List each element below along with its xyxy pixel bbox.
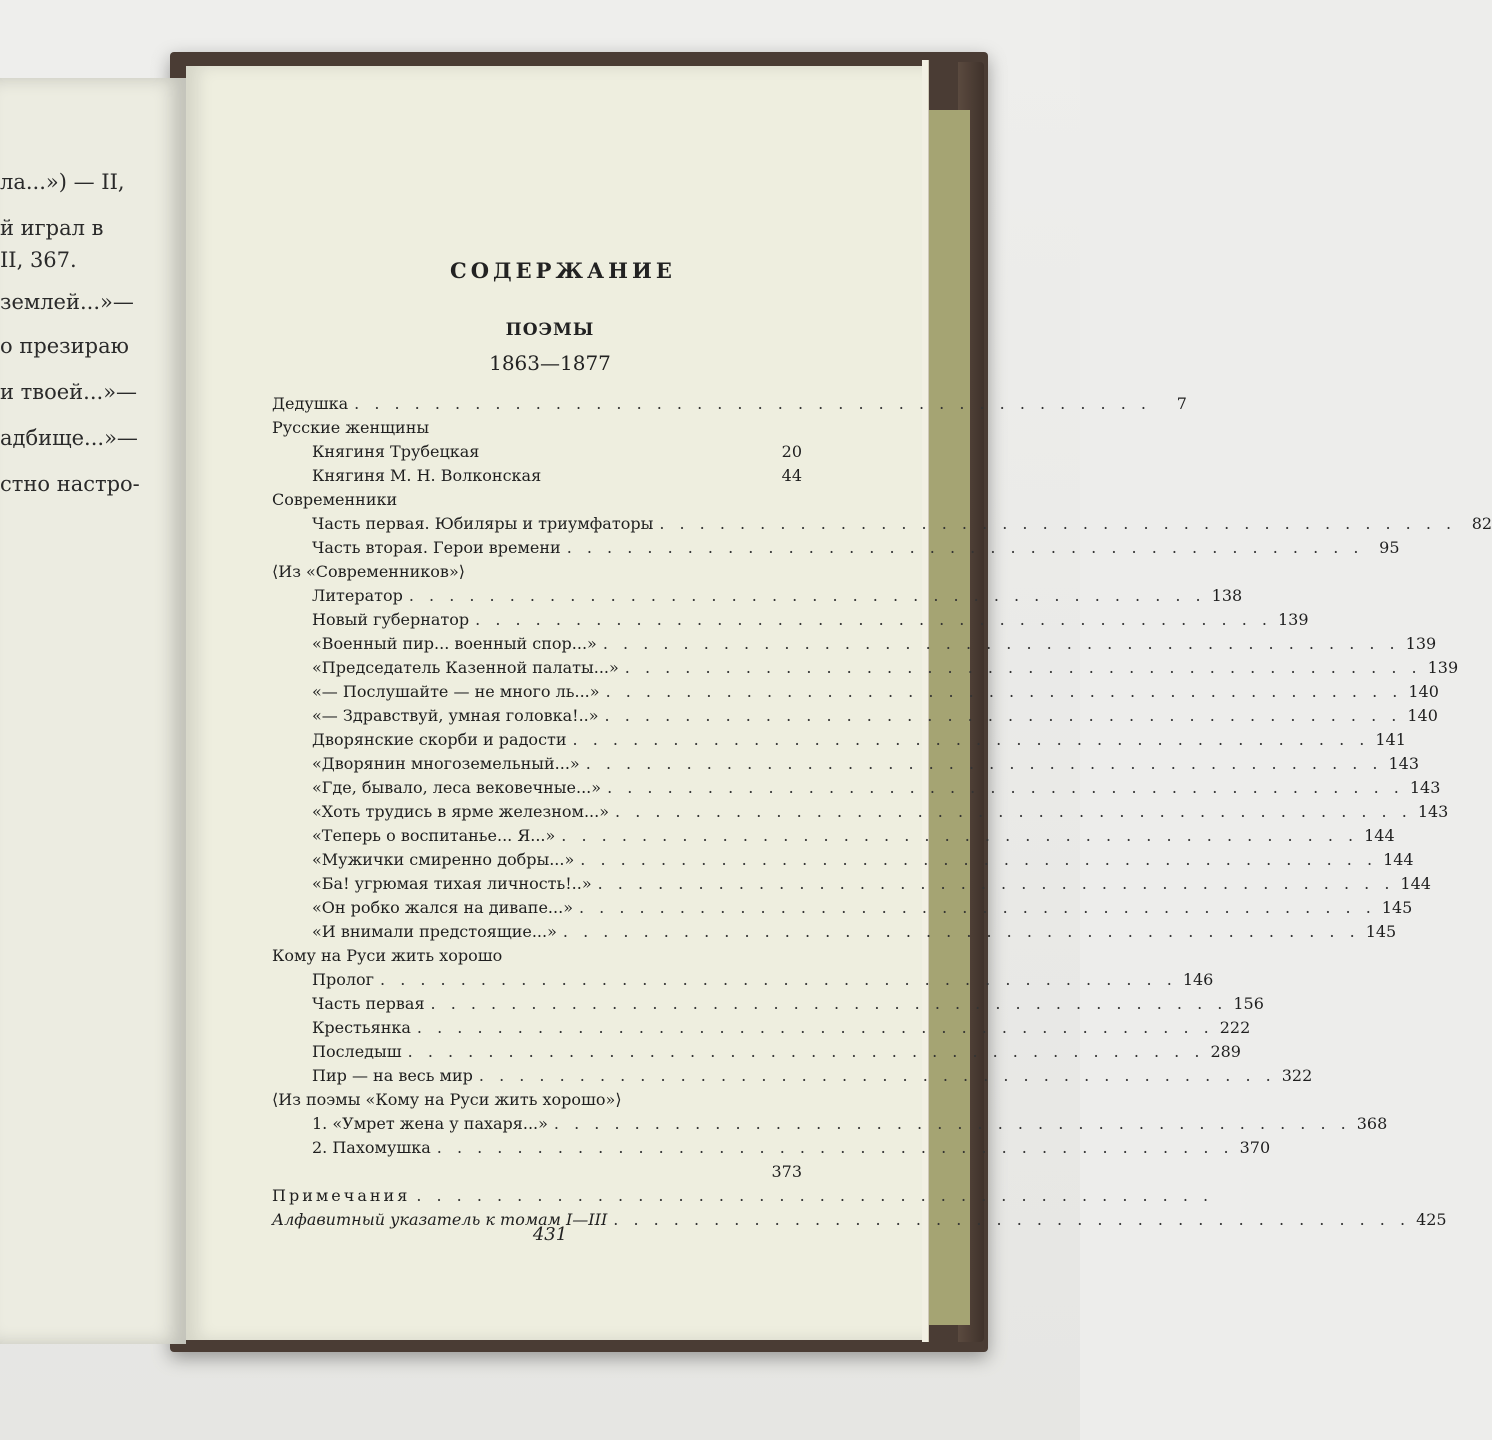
toc-leader-dots: . . . . . . . . . . . . . . . . . . . . . . . . . . . . . . . . . . . . . . . . bbox=[604, 706, 1402, 725]
toc-entry-label: Крестьянка bbox=[312, 1018, 411, 1037]
toc-entry bbox=[272, 584, 1243, 608]
toc-entry bbox=[272, 608, 1309, 632]
toc-entry bbox=[272, 800, 1449, 824]
toc-entry-page: 143 bbox=[1409, 778, 1441, 797]
toc-entry-label: Примечания bbox=[272, 1186, 411, 1205]
toc-entry-page: 141 bbox=[1375, 730, 1406, 749]
toc-entry bbox=[272, 1040, 1241, 1064]
toc-leader-dots: . . . . . . . . . . . . . . . . . . . . . . . . . . . . . . . . . . . . . . . . bbox=[475, 610, 1272, 629]
toc-entry-page: 368 bbox=[1356, 1114, 1388, 1133]
toc-leader-dots: . . . . . . . . . . . . . . . . . . . . . . . . . . . . . . . . . . . . . . . . bbox=[416, 1018, 1214, 1037]
toc-entry bbox=[272, 632, 1437, 656]
toc-entry-page: 140 bbox=[1408, 682, 1439, 701]
section-heading: ПОЭМЫ bbox=[505, 320, 595, 340]
toc-entry bbox=[272, 464, 802, 488]
left-line: и твоей...»— bbox=[0, 380, 138, 404]
toc-leader-dots: . . . . . . . . . . . . . . . . . . . . . . . . . . . . . . . . . . . . . . . . bbox=[659, 514, 1457, 533]
toc-entry-label: 1. «Умрет жена у пахаря...» bbox=[312, 1114, 548, 1133]
toc-entry bbox=[272, 1064, 1313, 1088]
toc-entry bbox=[272, 680, 1439, 704]
toc-entry-label: ⟨Из поэмы «Кому на Руси жить хорошо»⟩ bbox=[272, 1090, 622, 1109]
toc-leader-dots: . . . . . . . . . . . . . . . . . . . . . . . . . . . . . . . . . . . . . . . . bbox=[607, 778, 1404, 797]
toc-entry bbox=[272, 416, 802, 440]
left-line: II, 367. bbox=[0, 248, 77, 272]
toc-entry bbox=[272, 1088, 802, 1112]
toc-leader-dots: . . . . . . . . . . . . . . . . . . . . . . . . . . . . . . . . . . . . . . . . bbox=[407, 1042, 1205, 1061]
toc-entry bbox=[272, 656, 1459, 680]
toc-entry-label: Пир — на весь мир bbox=[312, 1066, 473, 1085]
toc-entry bbox=[272, 488, 802, 512]
toc-entry-label: Алфавитный указатель к томам I—III bbox=[272, 1210, 608, 1229]
toc-entry-page: 44 bbox=[781, 466, 802, 485]
toc-entry-page: 289 bbox=[1210, 1042, 1241, 1061]
toc-entry-label: «Теперь о воспитанье... Я...» bbox=[312, 826, 556, 845]
toc-entry-label: Дворянские скорби и радости bbox=[312, 730, 567, 749]
toc-leader-dots: . . . . . . . . . . . . . . . . . . . . . . . . . . . . . . . . . . . . . . . . bbox=[478, 1066, 1276, 1085]
section-years: 1863—1877 bbox=[489, 351, 611, 375]
toc-entry-page: 95 bbox=[1379, 538, 1400, 557]
toc-entry-label: «— Послушайте — не много ль...» bbox=[312, 682, 600, 701]
toc-entry-page: 144 bbox=[1364, 826, 1395, 845]
toc-entry-label: Княгиня М. Н. Волконская bbox=[312, 466, 542, 485]
toc-entry-label: «Хоть трудись в ярме железном...» bbox=[312, 802, 610, 821]
toc-entry bbox=[272, 872, 1431, 896]
toc-entry-page: 373 bbox=[771, 1162, 802, 1181]
toc-entry bbox=[272, 920, 1397, 944]
toc-entry bbox=[272, 1112, 1388, 1136]
toc-entry-label: Русские женщины bbox=[272, 418, 430, 437]
toc-entry bbox=[272, 1136, 1271, 1160]
toc-entry bbox=[272, 1160, 802, 1184]
left-line: й играл в bbox=[0, 216, 104, 240]
toc-leader-dots: . . . . . . . . . . . . . . . . . . . . . . . . . . . . . . . . . . . . . . . . bbox=[572, 730, 1370, 749]
toc-leader-dots: . . . . . . . . . . . . . . . . . . . . . . . . . . . . . . . . . . . . . . . . bbox=[416, 1186, 1214, 1205]
toc-entry-page: 82 bbox=[1471, 514, 1492, 533]
toc-entry bbox=[272, 776, 1441, 800]
toc-leader-dots: . . . . . . . . . . . . . . . . . . . . . . . . . . . . . . . . . . . . . . . . bbox=[430, 994, 1228, 1013]
toc-entry bbox=[272, 512, 1492, 536]
toc-leader-dots: . . . . . . . . . . . . . . . . . . . . . . . . . . . . . . . . . . . . . . . . bbox=[585, 754, 1383, 773]
toc-entry-label: «Председатель Казенной палаты...» bbox=[312, 658, 619, 677]
page-number: 431 bbox=[532, 1224, 568, 1245]
toc-entry-label: Часть вторая. Герои времени bbox=[312, 538, 561, 557]
toc-leader-dots: . . . . . . . . . . . . . . . . . . . . . . . . . . . . . . . . . . . . . . . . bbox=[562, 922, 1360, 941]
toc-entry-label: «И внимали предстоящие...» bbox=[312, 922, 557, 941]
toc-entry bbox=[272, 536, 1400, 560]
toc-leader-dots: . . . . . . . . . . . . . . . . . . . . . . . . . . . . . . . . . . . . . . . . bbox=[566, 538, 1364, 557]
left-line: о презираю bbox=[0, 334, 129, 358]
toc-entry-label: «Дворянин многоземельный...» bbox=[312, 754, 580, 773]
toc-entry-page: 20 bbox=[781, 442, 802, 461]
toc-entry-label: «— Здравствуй, умная головка!..» bbox=[312, 706, 599, 725]
toc-entry bbox=[272, 728, 1406, 752]
toc-leader-dots: . . . . . . . . . . . . . . . . . . . . . . . . . . . . . . . . . . . . . . . . bbox=[380, 970, 1177, 989]
toc-entry-label: Пролог bbox=[312, 970, 375, 989]
toc-entry-label: «Военный пир... военный спор...» bbox=[312, 634, 597, 653]
toc-entry-label: Часть первая bbox=[312, 994, 425, 1013]
toc-entry-label: ⟨Из «Современников»⟩ bbox=[272, 562, 465, 581]
toc-entry-label: Современники bbox=[272, 490, 398, 509]
toc-entry-label: 2. Пахомушка bbox=[312, 1138, 431, 1157]
toc-leader-dots: . . . . . . . . . . . . . . . . . . . . . . . . . . . . . . . . . . . . . . . . bbox=[408, 586, 1206, 605]
toc-entry-page: 143 bbox=[1388, 754, 1420, 773]
toc-entry-page: 156 bbox=[1233, 994, 1264, 1013]
left-page bbox=[0, 78, 186, 1344]
toc-leader-dots: . . . . . . . . . . . . . . . . . . . . . . . . . . . . . . . . . . . . . . . . bbox=[605, 682, 1403, 701]
toc-entry bbox=[272, 968, 1214, 992]
toc-entry bbox=[272, 824, 1395, 848]
toc-entry bbox=[272, 704, 1438, 728]
toc-entry-page: 139 bbox=[1427, 658, 1459, 677]
toc-leader-dots: . . . . . . . . . . . . . . . . . . . . . . . . . . . . . . . . . . . . . . . . bbox=[580, 850, 1378, 869]
toc-leader-dots: . . . . . . . . . . . . . . . . . . . . . . . . . . . . . . . . . . . . . . . . bbox=[624, 658, 1422, 677]
toc-leader-dots: . . . . . . . . . . . . . . . . . . . . . . . . . . . . . . . . . . . . . . . . bbox=[561, 826, 1359, 845]
toc-entry-label: Новый губернатор bbox=[312, 610, 470, 629]
toc-leader-dots: . . . . . . . . . . . . . . . . . . . . . . . . . . . . . . . . . . . . . . . . bbox=[613, 1210, 1411, 1229]
toc-entry-page: 222 bbox=[1219, 1018, 1251, 1037]
toc-entry-page: 138 bbox=[1211, 586, 1243, 605]
toc-entry-page: 322 bbox=[1281, 1066, 1313, 1085]
left-line: ла...») — II, bbox=[0, 170, 125, 194]
toc-entry-page: 144 bbox=[1400, 874, 1431, 893]
toc-entry-page: 370 bbox=[1239, 1138, 1271, 1157]
toc-entry-label: «Мужички смиренно добры...» bbox=[312, 850, 575, 869]
left-line: землей...»— bbox=[0, 290, 134, 314]
page-title: СОДЕРЖАНИЕ bbox=[450, 258, 676, 283]
toc-entry bbox=[272, 560, 802, 584]
toc-leader-dots: . . . . . . . . . . . . . . . . . . . . . . . . . . . . . . . . . . . . . . . . bbox=[578, 898, 1376, 917]
toc-entry-label: Часть первая. Юбиляры и триумфаторы bbox=[312, 514, 654, 533]
toc-entry bbox=[272, 1184, 1214, 1208]
toc-entry bbox=[272, 848, 1414, 872]
toc-entry-label: «Ба! угрюмая тихая личность!..» bbox=[312, 874, 592, 893]
toc-leader-dots: . . . . . . . . . . . . . . . . . . . . . . . . . . . . . . . . . . . . . . . . bbox=[436, 1138, 1234, 1157]
table-of-contents bbox=[272, 392, 1492, 1232]
toc-entry-page: 425 bbox=[1416, 1210, 1447, 1229]
toc-leader-dots: . . . . . . . . . . . . . . . . . . . . . . . . . . . . . . . . . . . . . . . . bbox=[597, 874, 1395, 893]
toc-entry bbox=[272, 392, 1187, 416]
toc-entry-label: Дедушка bbox=[272, 394, 349, 413]
toc-entry-page: 143 bbox=[1417, 802, 1449, 821]
toc-entry-label: «Где, бывало, леса вековечные...» bbox=[312, 778, 602, 797]
toc-entry-page: 145 bbox=[1381, 898, 1413, 917]
toc-entry bbox=[272, 992, 1264, 1016]
toc-entry bbox=[272, 896, 1413, 920]
toc-leader-dots: . . . . . . . . . . . . . . . . . . . . . . . . . . . . . . . . . . . . . . . . bbox=[354, 394, 1151, 413]
toc-entry-page: 145 bbox=[1365, 922, 1397, 941]
toc-entry-page: 139 bbox=[1405, 634, 1437, 653]
toc-entry-page: 146 bbox=[1182, 970, 1214, 989]
toc-leader-dots: . . . . . . . . . . . . . . . . . . . . . . . . . . . . . . . . . . . . . . . . bbox=[553, 1114, 1351, 1133]
toc-entry-page: 139 bbox=[1277, 610, 1309, 629]
toc-entry-page: 144 bbox=[1383, 850, 1414, 869]
toc-leader-dots: . . . . . . . . . . . . . . . . . . . . . . . . . . . . . . . . . . . . . . . . bbox=[602, 634, 1400, 653]
toc-entry bbox=[272, 440, 802, 464]
left-line: адбище...»— bbox=[0, 426, 138, 450]
toc-entry-label: «Он робко жался на дивапе...» bbox=[312, 898, 573, 917]
toc-entry-page: 140 bbox=[1407, 706, 1438, 725]
toc-entry-label: Кому на Руси жить хорошо bbox=[272, 946, 503, 965]
toc-entry bbox=[272, 752, 1420, 776]
toc-entry bbox=[272, 944, 802, 968]
toc-entry bbox=[272, 1016, 1251, 1040]
toc-entry-label: Последыш bbox=[312, 1042, 402, 1061]
toc-entry-label: Княгиня Трубецкая bbox=[312, 442, 480, 461]
toc-entry-page: 7 bbox=[1176, 394, 1187, 413]
toc-leader-dots: . . . . . . . . . . . . . . . . . . . . . . . . . . . . . . . . . . . . . . . . bbox=[615, 802, 1412, 821]
toc-entry-label: Литератор bbox=[312, 586, 403, 605]
left-line: стно настро- bbox=[0, 472, 140, 496]
